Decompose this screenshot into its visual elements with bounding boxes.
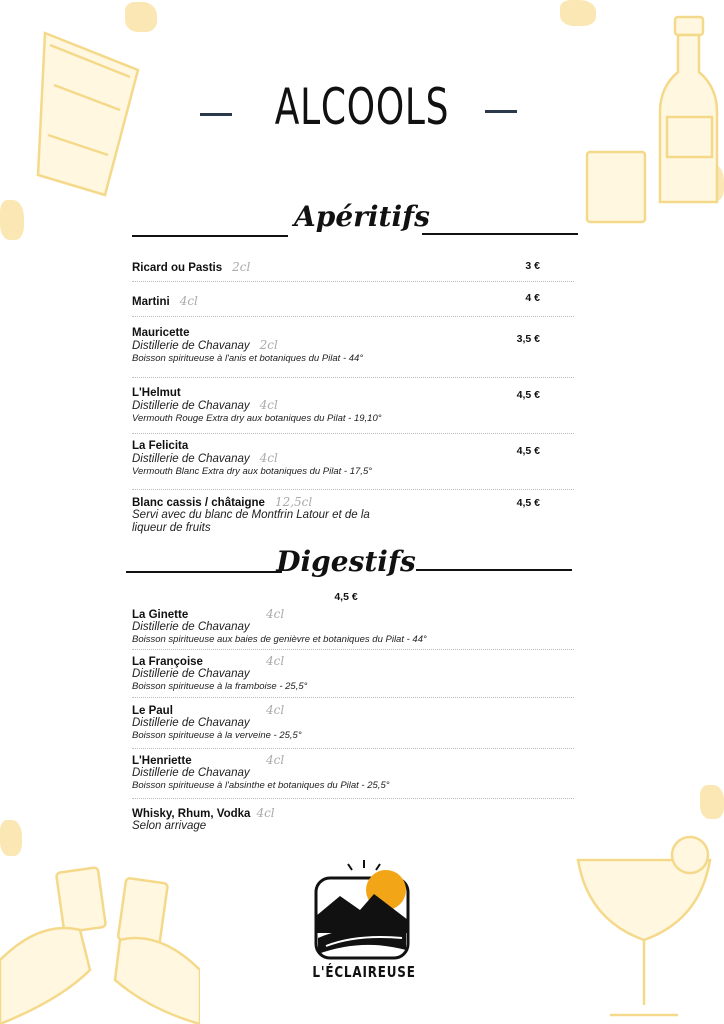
item-producer: Distillerie de Chavanay: [132, 453, 250, 465]
menu-item: [132, 654, 574, 693]
digestifs-price: 4,5 €: [334, 591, 358, 603]
menu-item: [132, 495, 574, 535]
menu-item: [132, 703, 574, 742]
item-name: L'Henriette: [132, 755, 192, 767]
item-description: Boisson spiritueuse à l'anis et botaniques du Pilat - 44°: [132, 353, 364, 364]
section-heading-digestifs: [0, 545, 724, 585]
item-name: La Felicita: [132, 440, 189, 452]
item-size: 2cl: [232, 260, 251, 274]
divider: [132, 697, 574, 698]
item-size: 4cl: [259, 451, 278, 465]
item-price: 4,5 €: [516, 389, 540, 401]
divider: [132, 798, 574, 799]
item-name: Mauricette: [132, 327, 190, 339]
item-size: 4cl: [266, 607, 285, 621]
section-title: Digestifs: [276, 545, 416, 578]
leclaireuse-logo-icon: [312, 858, 412, 963]
item-price: 4,5 €: [516, 497, 540, 509]
item-name: L'Helmut: [132, 387, 181, 399]
divider: [132, 433, 574, 434]
item-producer: Distillerie de Chavanay: [132, 340, 250, 352]
item-producer: Distillerie de Chavanay: [132, 400, 250, 412]
item-size: 4cl: [179, 294, 198, 308]
section-title: Apéritifs: [294, 200, 430, 233]
item-name: Blanc cassis / châtaigne: [132, 497, 265, 509]
item-name: Ricard ou Pastis: [132, 262, 223, 274]
divider: [132, 489, 574, 490]
section-heading-aperitifs: [0, 200, 724, 240]
item-description: Vermouth Blanc Extra dry aux botaniques du Pilat - 17,5°: [132, 466, 373, 477]
item-producer: Distillerie de Chavanay: [132, 767, 250, 779]
divider: [132, 281, 574, 282]
divider: [132, 649, 574, 650]
item-description: Boisson spiritueuse à l'absinthe et botaniques du Pilat - 25,5°: [132, 780, 390, 791]
brand-name: L'ÉCLAIREUSE: [312, 963, 416, 981]
divider: [132, 748, 574, 749]
item-name: La Françoise: [132, 656, 203, 668]
item-name: Whisky, Rhum, Vodka: [132, 808, 251, 820]
item-name: Martini: [132, 296, 170, 308]
menu-item: [132, 607, 574, 646]
divider: [132, 377, 574, 378]
heading-rule-right: [416, 569, 572, 571]
heading-rule-right: [422, 233, 578, 235]
cocktail-glass-illustration: [570, 830, 720, 1024]
item-description-line1: Servi avec du blanc de Montfrin Latour et de la: [132, 509, 370, 521]
item-producer: Distillerie de Chavanay: [132, 668, 250, 680]
item-price: 4,5 €: [516, 445, 540, 457]
item-size: 4cl: [266, 703, 285, 717]
menu-item: [132, 387, 574, 425]
item-size: 12,5cl: [274, 495, 313, 509]
item-note: Selon arrivage: [132, 820, 207, 832]
toasting-hands-illustration: [0, 860, 200, 1024]
item-size: 4cl: [266, 654, 285, 668]
menu-item: [132, 327, 574, 365]
menu-item: [132, 292, 574, 310]
item-name: Le Paul: [132, 705, 173, 717]
item-name: La Ginette: [132, 609, 189, 621]
item-description: Boisson spiritueuse à la framboise - 25,5°: [132, 681, 308, 692]
item-size: 4cl: [256, 806, 275, 820]
item-price: 4 €: [525, 292, 540, 304]
decor-blob: [700, 785, 724, 819]
item-description: Vermouth Rouge Extra dry aux botaniques du Pilat - 19,10°: [132, 413, 382, 424]
menu-item: [132, 440, 574, 478]
divider: [132, 316, 574, 317]
page-title: ALCOOLS: [274, 78, 450, 136]
item-description-line2: liqueur de fruits: [132, 522, 211, 534]
item-producer: Distillerie de Chavanay: [132, 621, 250, 633]
item-price: 3,5 €: [516, 333, 540, 345]
menu-item: [132, 258, 574, 276]
item-description: Boisson spiritueuse aux baies de genièvre et botaniques du Pilat - 44°: [132, 634, 427, 645]
item-price: 3 €: [525, 260, 540, 272]
item-size: 4cl: [259, 398, 278, 412]
item-description: Boisson spiritueuse à la verveine - 25,5°: [132, 730, 302, 741]
heading-rule-left: [132, 235, 288, 237]
item-size: 4cl: [266, 753, 285, 767]
title-dash-right: [485, 110, 517, 113]
item-size: 2cl: [259, 338, 278, 352]
decor-blob: [0, 820, 22, 856]
menu-item: [132, 806, 574, 833]
menu-item: [132, 753, 574, 792]
item-producer: Distillerie de Chavanay: [132, 717, 250, 729]
